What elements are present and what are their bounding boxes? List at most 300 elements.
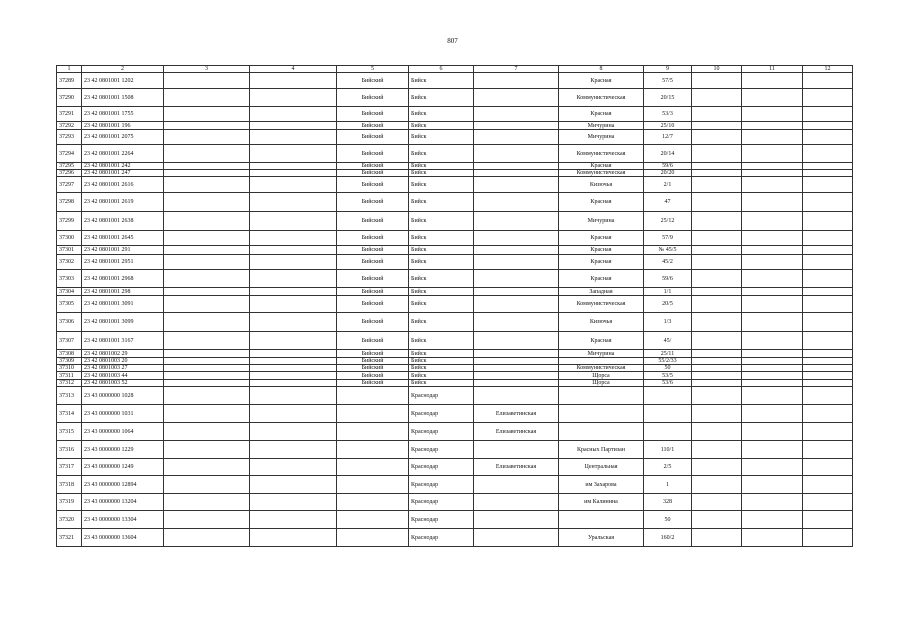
city-cell: Бийск	[409, 107, 474, 122]
city-cell: Краснодар	[409, 405, 474, 423]
col-11-cell	[742, 122, 803, 130]
cadastral-code-cell: 23 43 0000000 1064	[82, 423, 164, 441]
col-3-cell	[164, 177, 250, 193]
city-cell: Бийск	[409, 270, 474, 288]
col-4-cell	[250, 107, 337, 122]
settlement-cell	[474, 130, 559, 145]
col-3-cell	[164, 145, 250, 163]
house-number-cell: 2/5	[644, 459, 692, 476]
house-number-cell: 1/3	[644, 313, 692, 332]
cadastral-code-cell: 23 42 0801001 1202	[82, 73, 164, 89]
col-3-cell	[164, 405, 250, 423]
col-12-cell	[803, 89, 853, 107]
street-cell: Коммунистическая	[559, 89, 644, 107]
col-4-cell	[250, 332, 337, 350]
col-10-cell	[692, 170, 742, 177]
col-4-cell	[250, 122, 337, 130]
col-12-cell	[803, 494, 853, 511]
table-row	[57, 332, 853, 350]
col-3-cell	[164, 255, 250, 270]
col-4-cell	[250, 212, 337, 231]
city-cell: Краснодар	[409, 529, 474, 547]
col-11-cell	[742, 73, 803, 89]
street-cell: Мичурина	[559, 130, 644, 145]
district-cell: Бийский	[337, 350, 409, 358]
col-3-cell	[164, 231, 250, 246]
column-header-1: 1	[57, 66, 82, 73]
col-3-cell	[164, 423, 250, 441]
col-10-cell	[692, 511, 742, 529]
settlement-cell	[474, 89, 559, 107]
col-10-cell	[692, 476, 742, 494]
col-12-cell	[803, 350, 853, 358]
cadastral-code-cell: 23 42 0801003 20	[82, 358, 164, 365]
street-cell	[559, 405, 644, 423]
table-row	[57, 107, 853, 122]
street-cell: Кизючья	[559, 313, 644, 332]
house-number-cell: 55/2/33	[644, 358, 692, 365]
settlement-cell	[474, 73, 559, 89]
row-number-cell: 37320	[57, 511, 82, 529]
col-10-cell	[692, 288, 742, 296]
col-11-cell	[742, 332, 803, 350]
settlement-cell	[474, 296, 559, 313]
cadastral-code-cell: 23 42 0801001 2968	[82, 270, 164, 288]
house-number-cell: 25/11	[644, 350, 692, 358]
col-3-cell	[164, 73, 250, 89]
col-4-cell	[250, 423, 337, 441]
col-11-cell	[742, 130, 803, 145]
settlement-cell	[474, 193, 559, 212]
street-cell	[559, 387, 644, 405]
col-12-cell	[803, 332, 853, 350]
city-cell: Бийск	[409, 313, 474, 332]
city-cell: Бийск	[409, 193, 474, 212]
row-number-cell: 37310	[57, 365, 82, 372]
page-number: 807	[447, 37, 458, 45]
col-10-cell	[692, 296, 742, 313]
cadastral-code-cell: 23 43 0000000 1229	[82, 441, 164, 459]
cadastral-code-cell: 23 42 0801003 52	[82, 380, 164, 387]
col-4-cell	[250, 387, 337, 405]
col-11-cell	[742, 89, 803, 107]
cadastral-code-cell: 23 42 0801001 3167	[82, 332, 164, 350]
street-cell: Красная	[559, 246, 644, 255]
city-cell: Бийск	[409, 145, 474, 163]
house-number-cell	[644, 387, 692, 405]
col-12-cell	[803, 423, 853, 441]
house-number-cell: 12/7	[644, 130, 692, 145]
col-4-cell	[250, 380, 337, 387]
district-cell: Бийский	[337, 358, 409, 365]
street-cell: им Калинина	[559, 494, 644, 511]
cadastral-code-cell: 23 42 0801001 298	[82, 288, 164, 296]
table-row	[57, 255, 853, 270]
column-header-5: 5	[337, 66, 409, 73]
settlement-cell	[474, 163, 559, 170]
col-11-cell	[742, 372, 803, 380]
col-4-cell	[250, 296, 337, 313]
col-3-cell	[164, 89, 250, 107]
col-10-cell	[692, 255, 742, 270]
row-number-cell: 37299	[57, 212, 82, 231]
row-number-cell: 37301	[57, 246, 82, 255]
col-11-cell	[742, 405, 803, 423]
cadastral-code-cell: 23 42 0801001 2264	[82, 145, 164, 163]
house-number-cell: 45/2	[644, 255, 692, 270]
table-row	[57, 358, 853, 365]
street-cell	[559, 511, 644, 529]
cadastral-code-cell: 23 42 0801002 29	[82, 350, 164, 358]
settlement-cell	[474, 212, 559, 231]
street-cell: им Захарова	[559, 476, 644, 494]
col-4-cell	[250, 255, 337, 270]
street-cell: Щорса	[559, 380, 644, 387]
house-number-cell: 45/	[644, 332, 692, 350]
column-header-7: 7	[474, 66, 559, 73]
cadastral-code-cell: 23 43 0000000 1028	[82, 387, 164, 405]
table-row	[57, 270, 853, 288]
table-row	[57, 380, 853, 387]
house-number-cell: 20/15	[644, 89, 692, 107]
col-3-cell	[164, 350, 250, 358]
district-cell: Бийский	[337, 231, 409, 246]
col-12-cell	[803, 313, 853, 332]
table-row	[57, 177, 853, 193]
table-row	[57, 296, 853, 313]
col-10-cell	[692, 350, 742, 358]
col-12-cell	[803, 246, 853, 255]
city-cell: Краснодар	[409, 459, 474, 476]
house-number-cell: 2/1	[644, 177, 692, 193]
col-3-cell	[164, 193, 250, 212]
col-12-cell	[803, 405, 853, 423]
row-number-cell: 37317	[57, 459, 82, 476]
col-12-cell	[803, 177, 853, 193]
settlement-cell	[474, 350, 559, 358]
house-number-cell: 57/5	[644, 73, 692, 89]
cadastral-code-cell: 23 43 0000000 13304	[82, 511, 164, 529]
col-4-cell	[250, 476, 337, 494]
col-3-cell	[164, 296, 250, 313]
col-12-cell	[803, 145, 853, 163]
street-cell: Уральская	[559, 529, 644, 547]
district-cell: Бийский	[337, 170, 409, 177]
col-10-cell	[692, 365, 742, 372]
city-cell: Бийск	[409, 163, 474, 170]
row-number-cell: 37319	[57, 494, 82, 511]
col-11-cell	[742, 365, 803, 372]
col-4-cell	[250, 130, 337, 145]
col-12-cell	[803, 476, 853, 494]
table-header	[57, 66, 853, 73]
table-row	[57, 145, 853, 163]
col-11-cell	[742, 231, 803, 246]
city-cell: Краснодар	[409, 387, 474, 405]
col-12-cell	[803, 288, 853, 296]
col-12-cell	[803, 255, 853, 270]
street-cell: Коммунистическая	[559, 365, 644, 372]
col-11-cell	[742, 387, 803, 405]
col-11-cell	[742, 145, 803, 163]
district-cell: Бийский	[337, 365, 409, 372]
table-row	[57, 365, 853, 372]
row-number-cell: 37303	[57, 270, 82, 288]
col-4-cell	[250, 270, 337, 288]
row-number-cell: 37311	[57, 372, 82, 380]
house-number-cell	[644, 423, 692, 441]
cadastral-code-cell: 23 42 0801001 1508	[82, 89, 164, 107]
street-cell: Мичурина	[559, 212, 644, 231]
column-header-12: 12	[803, 66, 853, 73]
table-row	[57, 73, 853, 89]
district-cell	[337, 441, 409, 459]
col-4-cell	[250, 313, 337, 332]
row-number-cell: 37316	[57, 441, 82, 459]
col-12-cell	[803, 358, 853, 365]
street-cell: Красных Партизан	[559, 441, 644, 459]
col-3-cell	[164, 122, 250, 130]
cadastral-code-cell: 23 43 0000000 1031	[82, 405, 164, 423]
house-number-cell: 50	[644, 365, 692, 372]
district-cell	[337, 459, 409, 476]
col-10-cell	[692, 332, 742, 350]
city-cell: Бийск	[409, 296, 474, 313]
district-cell: Бийский	[337, 89, 409, 107]
col-4-cell	[250, 459, 337, 476]
row-number-cell: 37293	[57, 130, 82, 145]
row-number-cell: 37312	[57, 380, 82, 387]
col-4-cell	[250, 246, 337, 255]
col-4-cell	[250, 350, 337, 358]
house-number-cell: 328	[644, 494, 692, 511]
col-11-cell	[742, 296, 803, 313]
table-row	[57, 193, 853, 212]
district-cell: Бийский	[337, 163, 409, 170]
district-cell	[337, 511, 409, 529]
street-cell: Красная	[559, 163, 644, 170]
col-3-cell	[164, 459, 250, 476]
house-number-cell: 160/2	[644, 529, 692, 547]
col-4-cell	[250, 358, 337, 365]
district-cell	[337, 476, 409, 494]
settlement-cell	[474, 476, 559, 494]
table-body	[57, 73, 853, 547]
city-cell: Бийск	[409, 255, 474, 270]
settlement-cell	[474, 270, 559, 288]
col-10-cell	[692, 130, 742, 145]
street-cell: Красная	[559, 270, 644, 288]
col-10-cell	[692, 145, 742, 163]
table-row	[57, 163, 853, 170]
house-number-cell: 50	[644, 511, 692, 529]
table-row	[57, 423, 853, 441]
col-4-cell	[250, 193, 337, 212]
col-11-cell	[742, 163, 803, 170]
street-cell: Центральная	[559, 459, 644, 476]
col-3-cell	[164, 332, 250, 350]
cadastral-code-cell: 23 42 0801001 3091	[82, 296, 164, 313]
col-4-cell	[250, 231, 337, 246]
col-11-cell	[742, 212, 803, 231]
cadastral-code-cell: 23 42 0801001 291	[82, 246, 164, 255]
table-row	[57, 170, 853, 177]
settlement-cell: Елизаветинская	[474, 459, 559, 476]
col-11-cell	[742, 107, 803, 122]
col-10-cell	[692, 380, 742, 387]
col-10-cell	[692, 73, 742, 89]
city-cell: Бийск	[409, 358, 474, 365]
col-11-cell	[742, 476, 803, 494]
table-row	[57, 122, 853, 130]
table-row	[57, 89, 853, 107]
column-header-6: 6	[409, 66, 474, 73]
col-11-cell	[742, 529, 803, 547]
col-4-cell	[250, 365, 337, 372]
col-3-cell	[164, 441, 250, 459]
cadastral-code-cell: 23 42 0801001 247	[82, 170, 164, 177]
city-cell: Бийск	[409, 130, 474, 145]
settlement-cell	[474, 332, 559, 350]
settlement-cell	[474, 107, 559, 122]
table-row	[57, 476, 853, 494]
district-cell	[337, 405, 409, 423]
col-3-cell	[164, 163, 250, 170]
row-number-cell: 37307	[57, 332, 82, 350]
col-11-cell	[742, 459, 803, 476]
row-number-cell: 37302	[57, 255, 82, 270]
col-3-cell	[164, 212, 250, 231]
cadastral-code-cell: 23 42 0801003 44	[82, 372, 164, 380]
district-cell: Бийский	[337, 246, 409, 255]
district-cell	[337, 423, 409, 441]
col-12-cell	[803, 130, 853, 145]
row-number-cell: 37297	[57, 177, 82, 193]
house-number-cell: 57/9	[644, 231, 692, 246]
house-number-cell: 47	[644, 193, 692, 212]
cadastral-code-cell: 23 42 0801001 2951	[82, 255, 164, 270]
row-number-cell: 37298	[57, 193, 82, 212]
district-cell: Бийский	[337, 313, 409, 332]
city-cell: Краснодар	[409, 494, 474, 511]
registry-table	[56, 65, 853, 547]
street-cell: Щорса	[559, 372, 644, 380]
col-3-cell	[164, 246, 250, 255]
col-10-cell	[692, 212, 742, 231]
row-number-cell: 37296	[57, 170, 82, 177]
col-12-cell	[803, 529, 853, 547]
district-cell: Бийский	[337, 122, 409, 130]
city-cell: Бийск	[409, 122, 474, 130]
street-cell	[559, 423, 644, 441]
table-row	[57, 246, 853, 255]
table-row	[57, 459, 853, 476]
col-3-cell	[164, 476, 250, 494]
district-cell: Бийский	[337, 177, 409, 193]
house-number-cell: № 45/5	[644, 246, 692, 255]
col-4-cell	[250, 529, 337, 547]
street-cell: Красная	[559, 231, 644, 246]
col-10-cell	[692, 387, 742, 405]
city-cell: Бийск	[409, 332, 474, 350]
table-row	[57, 494, 853, 511]
col-3-cell	[164, 511, 250, 529]
district-cell: Бийский	[337, 372, 409, 380]
city-cell: Бийск	[409, 372, 474, 380]
col-3-cell	[164, 107, 250, 122]
cadastral-code-cell: 23 42 0801001 2645	[82, 231, 164, 246]
col-12-cell	[803, 511, 853, 529]
house-number-cell: 20/14	[644, 145, 692, 163]
district-cell: Бийский	[337, 130, 409, 145]
row-number-cell: 37305	[57, 296, 82, 313]
cadastral-code-cell: 23 42 0801001 242	[82, 163, 164, 170]
col-12-cell	[803, 163, 853, 170]
street-cell: Красная	[559, 107, 644, 122]
cadastral-code-cell: 23 43 0000000 13204	[82, 494, 164, 511]
city-cell: Бийск	[409, 73, 474, 89]
house-number-cell: 20/5	[644, 296, 692, 313]
street-cell: Кизючья	[559, 177, 644, 193]
col-3-cell	[164, 387, 250, 405]
city-cell: Бийск	[409, 177, 474, 193]
col-12-cell	[803, 365, 853, 372]
col-10-cell	[692, 177, 742, 193]
settlement-cell	[474, 529, 559, 547]
column-header-2: 2	[82, 66, 164, 73]
col-11-cell	[742, 288, 803, 296]
col-4-cell	[250, 511, 337, 529]
col-12-cell	[803, 170, 853, 177]
house-number-cell: 53/5	[644, 372, 692, 380]
house-number-cell: 25/12	[644, 212, 692, 231]
cadastral-code-cell: 23 43 0000000 13604	[82, 529, 164, 547]
col-11-cell	[742, 255, 803, 270]
column-header-4: 4	[250, 66, 337, 73]
cadastral-code-cell: 23 42 0801001 2075	[82, 130, 164, 145]
row-number-cell: 37304	[57, 288, 82, 296]
settlement-cell	[474, 170, 559, 177]
col-12-cell	[803, 107, 853, 122]
col-10-cell	[692, 313, 742, 332]
column-header-10: 10	[692, 66, 742, 73]
col-3-cell	[164, 365, 250, 372]
column-header-3: 3	[164, 66, 250, 73]
district-cell	[337, 494, 409, 511]
row-number-cell: 37290	[57, 89, 82, 107]
col-10-cell	[692, 372, 742, 380]
cadastral-code-cell: 23 42 0801003 27	[82, 365, 164, 372]
row-number-cell: 37314	[57, 405, 82, 423]
row-number-cell: 37291	[57, 107, 82, 122]
col-12-cell	[803, 270, 853, 288]
row-number-cell: 37295	[57, 163, 82, 170]
house-number-cell: 25/10	[644, 122, 692, 130]
city-cell: Краснодар	[409, 423, 474, 441]
settlement-cell	[474, 145, 559, 163]
district-cell: Бийский	[337, 73, 409, 89]
col-3-cell	[164, 358, 250, 365]
table-row	[57, 529, 853, 547]
settlement-cell	[474, 387, 559, 405]
table-row	[57, 405, 853, 423]
col-12-cell	[803, 193, 853, 212]
table-row	[57, 387, 853, 405]
col-10-cell	[692, 246, 742, 255]
street-cell: Коммунистическая	[559, 296, 644, 313]
col-4-cell	[250, 441, 337, 459]
col-12-cell	[803, 212, 853, 231]
